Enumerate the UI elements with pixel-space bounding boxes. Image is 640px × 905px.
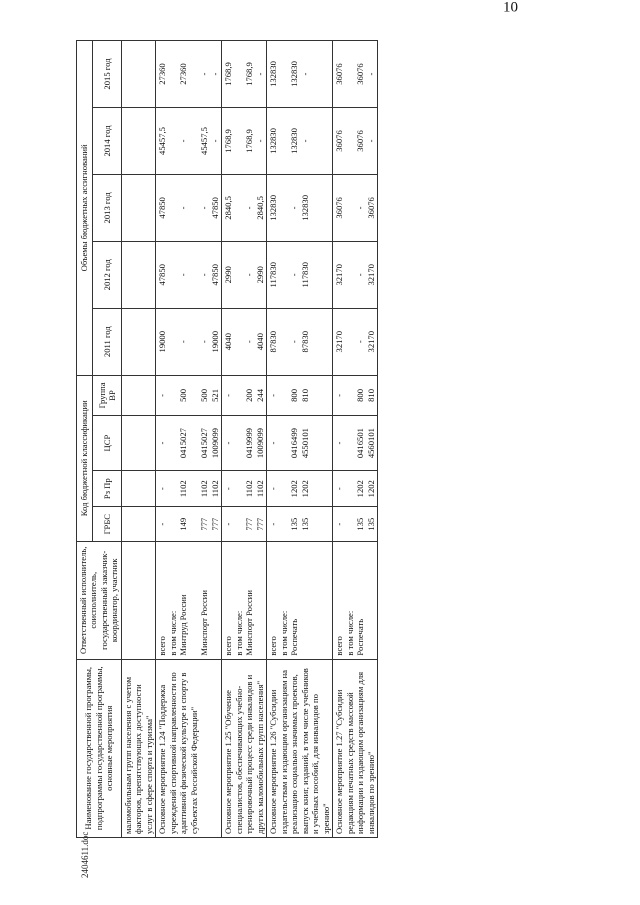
header-year: 2012 год bbox=[93, 241, 122, 308]
table-row bbox=[267, 41, 333, 838]
amount-value: 19000 bbox=[209, 330, 220, 353]
responsible-line: Минспорт России bbox=[244, 590, 255, 656]
vr-value bbox=[345, 379, 356, 413]
grbs-value: - bbox=[268, 522, 279, 526]
amount-value: 132830 bbox=[268, 195, 279, 221]
vr-value: 244 bbox=[254, 389, 265, 402]
grbs-cell bbox=[267, 507, 333, 541]
vr-value bbox=[189, 379, 200, 413]
vr-value: 500 bbox=[178, 389, 189, 402]
rzpr-value: 1102 bbox=[178, 480, 189, 498]
header-year: 2014 год bbox=[93, 108, 122, 175]
responsible-cell bbox=[121, 541, 155, 659]
grbs-cell bbox=[222, 507, 267, 541]
vr-value: - bbox=[334, 394, 345, 397]
amount-cell bbox=[333, 241, 378, 308]
amount-value: 132830 bbox=[268, 61, 279, 87]
amount-value: 87830 bbox=[268, 330, 279, 353]
table-row bbox=[222, 41, 267, 838]
csr-value: 0416501 bbox=[355, 428, 366, 459]
rzpr-value bbox=[189, 474, 200, 504]
amount-value: 47850 bbox=[209, 264, 220, 286]
amount-value: 36076 bbox=[334, 197, 345, 219]
amount-cell bbox=[267, 308, 333, 375]
amount-cell bbox=[222, 308, 267, 375]
amount-value bbox=[168, 111, 179, 171]
amount-value: 117830 bbox=[268, 262, 279, 288]
csr-value bbox=[345, 419, 356, 467]
amount-value: - bbox=[365, 72, 376, 76]
amount-value: 32170 bbox=[334, 264, 345, 286]
amount-cell bbox=[156, 174, 222, 241]
csr-value: - bbox=[334, 441, 345, 445]
amount-value: - bbox=[199, 72, 210, 76]
amount-cell bbox=[121, 241, 155, 308]
rotated-page-content bbox=[60, 0, 600, 878]
vr-value bbox=[168, 379, 179, 413]
amount-value: 47850 bbox=[157, 264, 168, 286]
table-header bbox=[77, 41, 122, 838]
csr-value: 1009099 bbox=[254, 428, 265, 459]
amount-value: 36076 bbox=[355, 63, 366, 85]
grbs-value bbox=[279, 510, 290, 537]
amount-value: 117830 bbox=[299, 262, 310, 288]
grbs-value bbox=[345, 510, 356, 537]
header-volumes: Объемы бюджетных ассигнований bbox=[77, 41, 93, 376]
amount-value bbox=[279, 178, 290, 238]
vr-cell bbox=[156, 375, 222, 416]
vr-value: - bbox=[268, 394, 279, 397]
vr-value: 500 bbox=[199, 389, 210, 402]
amount-value: 32170 bbox=[365, 264, 376, 286]
responsible-line: всего bbox=[157, 636, 168, 656]
amount-value: - bbox=[178, 273, 189, 277]
header-kbk: Код бюджетной классификации bbox=[77, 375, 93, 541]
csr-value bbox=[279, 419, 290, 467]
rzpr-value bbox=[345, 474, 356, 504]
amount-value: - bbox=[355, 206, 366, 210]
amount-cell bbox=[121, 308, 155, 375]
amount-value: 45457,5 bbox=[157, 127, 168, 155]
responsible-line: Роспечать bbox=[289, 618, 300, 656]
amount-cell bbox=[222, 174, 267, 241]
csr-value: 0419999 bbox=[244, 428, 255, 459]
header-grbs: ГРБС bbox=[93, 507, 122, 541]
header-name: Наименование государственной программы, подпрограммы государственной программы, основные мероприятия bbox=[77, 659, 122, 837]
amount-value bbox=[189, 245, 200, 305]
vr-cell bbox=[267, 375, 333, 416]
vr-value: - bbox=[223, 394, 234, 397]
vr-value: 800 bbox=[289, 389, 300, 402]
csr-value: 0416499 bbox=[289, 428, 300, 459]
activity-name: Основное мероприятие 1.25 "Обучение специалистов, обеспечивающих учебно-тренировочный процесс среди инвалидов и других маломобильных групп населения" bbox=[222, 659, 267, 837]
amount-value: - bbox=[355, 340, 366, 344]
csr-value: 4550101 bbox=[299, 428, 310, 459]
amount-value bbox=[234, 178, 245, 238]
grbs-cell bbox=[333, 507, 378, 541]
csr-value: 1009099 bbox=[209, 428, 220, 459]
amount-value bbox=[234, 44, 245, 104]
responsible-cell bbox=[156, 541, 222, 659]
vr-value: 800 bbox=[355, 389, 366, 402]
responsible-line: всего bbox=[268, 636, 279, 656]
amount-cell bbox=[333, 174, 378, 241]
responsible-cell bbox=[222, 541, 267, 659]
header-responsible: Ответственный исполнитель, соисполнитель, государственный заказчик-координатор, участник bbox=[77, 541, 122, 659]
amount-cell bbox=[156, 108, 222, 175]
csr-cell bbox=[267, 416, 333, 471]
amount-value: 1768,9 bbox=[223, 62, 234, 86]
rzpr-cell bbox=[121, 470, 155, 507]
grbs-value bbox=[168, 510, 179, 537]
amount-value bbox=[345, 245, 356, 305]
amount-value: - bbox=[178, 139, 189, 143]
grbs-value: 135 bbox=[355, 517, 366, 531]
responsible-line: Роспечать bbox=[355, 618, 366, 656]
amount-value bbox=[189, 111, 200, 171]
grbs-value: 149 bbox=[178, 517, 189, 531]
amount-cell bbox=[222, 41, 267, 108]
amount-value: - bbox=[289, 206, 300, 210]
csr-value bbox=[234, 419, 245, 467]
header-year: 2011 год bbox=[93, 308, 122, 375]
amount-value bbox=[279, 44, 290, 104]
amount-value: - bbox=[244, 273, 255, 277]
amount-value: 132830 bbox=[268, 128, 279, 154]
grbs-value: - bbox=[223, 522, 234, 526]
amount-value: 2990 bbox=[254, 266, 265, 284]
rzpr-value: 1202 bbox=[289, 480, 300, 498]
rzpr-value bbox=[279, 474, 290, 504]
responsible-line bbox=[210, 545, 221, 656]
table-row bbox=[333, 41, 378, 838]
amount-cell bbox=[156, 41, 222, 108]
rzpr-value: 1102 bbox=[199, 480, 210, 498]
header-vr: Группа ВР bbox=[93, 375, 122, 416]
csr-cell bbox=[156, 416, 222, 471]
amount-cell bbox=[222, 108, 267, 175]
grbs-value: 135 bbox=[365, 517, 376, 531]
responsible-line: в том числе: bbox=[344, 610, 355, 656]
amount-value: 132830 bbox=[289, 61, 300, 87]
amount-value: - bbox=[244, 206, 255, 210]
amount-value: 36076 bbox=[365, 197, 376, 219]
amount-value: 32170 bbox=[365, 330, 376, 353]
rzpr-value: - bbox=[334, 487, 345, 491]
rzpr-cell bbox=[156, 470, 222, 507]
amount-cell bbox=[222, 241, 267, 308]
vr-value: 521 bbox=[209, 389, 220, 402]
responsible-line bbox=[255, 545, 266, 656]
amount-cell bbox=[156, 308, 222, 375]
amount-value: 45457,5 bbox=[199, 127, 210, 155]
grbs-value bbox=[189, 510, 200, 537]
activity-name: Основное мероприятие 1.24 "Поддержка учреждений спортивной направленности по адаптивной физической культуре и спорту в субъектах Российской Федерации" bbox=[156, 659, 222, 837]
amount-value: - bbox=[209, 72, 220, 76]
amount-value: - bbox=[178, 340, 189, 344]
amount-value: 2840,5 bbox=[254, 196, 265, 220]
vr-value: 200 bbox=[244, 389, 255, 402]
amount-value bbox=[234, 312, 245, 372]
vr-value: 810 bbox=[365, 389, 376, 402]
amount-value bbox=[279, 111, 290, 171]
amount-value bbox=[168, 178, 179, 238]
grbs-value: 777 bbox=[209, 517, 220, 531]
amount-value: 1768,9 bbox=[244, 62, 255, 86]
responsible-line: в том числе: bbox=[167, 610, 178, 656]
responsible-line: Минспорт России bbox=[199, 590, 210, 656]
amount-cell bbox=[333, 308, 378, 375]
rzpr-value bbox=[234, 474, 245, 504]
table-row bbox=[121, 41, 155, 838]
amount-value: 4040 bbox=[254, 333, 265, 351]
vr-cell bbox=[121, 375, 155, 416]
vr-cell bbox=[333, 375, 378, 416]
amount-value bbox=[168, 245, 179, 305]
responsible-line: Минтруд России bbox=[178, 594, 189, 656]
amount-value: - bbox=[199, 206, 210, 210]
responsible-line: всего bbox=[223, 636, 234, 656]
csr-cell bbox=[222, 416, 267, 471]
amount-value: 27360 bbox=[157, 63, 168, 85]
amount-cell bbox=[267, 108, 333, 175]
amount-value: 36076 bbox=[334, 130, 345, 152]
grbs-value: 135 bbox=[299, 517, 310, 531]
csr-value: 0415027 bbox=[199, 428, 210, 459]
amount-value: 1768,9 bbox=[223, 129, 234, 153]
grbs-value: - bbox=[157, 522, 168, 526]
header-csr: ЦСР bbox=[93, 416, 122, 471]
amount-value bbox=[168, 312, 179, 372]
activity-name: маломобильным групп населения с учетом факторов, препятствующих доступности услуг в сфере спорта и туризма" bbox=[121, 659, 155, 837]
header-year: 2015 год bbox=[93, 41, 122, 108]
rzpr-cell bbox=[222, 470, 267, 507]
amount-value bbox=[345, 111, 356, 171]
rzpr-value: 1202 bbox=[355, 480, 366, 498]
amount-value: 87830 bbox=[299, 330, 310, 353]
csr-value bbox=[189, 419, 200, 467]
amount-value: 36076 bbox=[334, 63, 345, 85]
responsible-line: всего bbox=[334, 636, 345, 656]
responsible-line bbox=[189, 545, 200, 656]
amount-value bbox=[279, 245, 290, 305]
vr-cell bbox=[222, 375, 267, 416]
amount-value bbox=[345, 178, 356, 238]
csr-value: 0415027 bbox=[178, 428, 189, 459]
amount-cell bbox=[121, 108, 155, 175]
amount-cell bbox=[156, 241, 222, 308]
vr-value bbox=[234, 379, 245, 413]
amount-value: 2840,5 bbox=[223, 196, 234, 220]
amount-value: 2990 bbox=[223, 266, 234, 284]
amount-value bbox=[189, 178, 200, 238]
amount-value: - bbox=[254, 72, 265, 76]
amount-value: - bbox=[365, 139, 376, 143]
amount-value: 132830 bbox=[289, 128, 300, 154]
amount-value: - bbox=[254, 139, 265, 143]
responsible-line: в том числе: bbox=[278, 610, 289, 656]
amount-value: - bbox=[199, 273, 210, 277]
vr-value: - bbox=[157, 394, 168, 397]
amount-cell bbox=[121, 174, 155, 241]
amount-value bbox=[189, 312, 200, 372]
vr-value: 810 bbox=[299, 389, 310, 402]
grbs-cell bbox=[156, 507, 222, 541]
amount-cell bbox=[333, 108, 378, 175]
rzpr-value bbox=[168, 474, 179, 504]
activity-name: Основное мероприятие 1.26 "Субсидии издательствам и издающим организациям на реализацию социально значимых проектов, выпуск книг, изданий, в том числе учебников и учебных пособий, для инвалидов по зрению" bbox=[267, 659, 333, 837]
amount-value: 32170 bbox=[334, 330, 345, 353]
rzpr-value: 1202 bbox=[365, 480, 376, 498]
rzpr-value: - bbox=[223, 487, 234, 491]
rzpr-value: - bbox=[157, 487, 168, 491]
amount-cell bbox=[267, 41, 333, 108]
responsible-cell bbox=[267, 541, 333, 659]
amount-value: 1768,9 bbox=[244, 129, 255, 153]
amount-value: - bbox=[289, 273, 300, 277]
header-year: 2013 год bbox=[93, 174, 122, 241]
grbs-value: 777 bbox=[199, 517, 210, 531]
amount-value: 36076 bbox=[355, 130, 366, 152]
doc-id: 2404611.doc bbox=[80, 831, 90, 878]
amount-value: 47850 bbox=[157, 197, 168, 219]
header-rzpr: Рз Пр bbox=[93, 470, 122, 507]
grbs-value: - bbox=[334, 522, 345, 526]
responsible-cell bbox=[333, 541, 378, 659]
amount-value bbox=[345, 44, 356, 104]
amount-value bbox=[168, 44, 179, 104]
amount-value: - bbox=[199, 340, 210, 344]
amount-value: 132830 bbox=[299, 195, 310, 221]
amount-value: 19000 bbox=[157, 330, 168, 353]
rzpr-value: - bbox=[268, 487, 279, 491]
grbs-value: 135 bbox=[289, 517, 300, 531]
amount-cell bbox=[121, 41, 155, 108]
amount-value: - bbox=[244, 340, 255, 344]
responsible-line bbox=[300, 545, 311, 656]
grbs-cell bbox=[121, 507, 155, 541]
rzpr-cell bbox=[333, 470, 378, 507]
budget-table bbox=[76, 40, 378, 838]
amount-value bbox=[189, 44, 200, 104]
amount-value bbox=[345, 312, 356, 372]
page-number: 10 bbox=[503, 0, 518, 16]
rzpr-value: 1102 bbox=[209, 480, 220, 498]
amount-value: 47850 bbox=[209, 197, 220, 219]
csr-value bbox=[168, 419, 179, 467]
amount-value: - bbox=[178, 206, 189, 210]
grbs-value bbox=[234, 510, 245, 537]
rzpr-value: 1102 bbox=[244, 480, 255, 498]
responsible-line bbox=[366, 545, 377, 656]
amount-value bbox=[234, 111, 245, 171]
activity-name: Основное мероприятие 1.27 "Субсидии редакциям печатных средств массовой информации и издающим организациям для инвалидов по зрению" bbox=[333, 659, 378, 837]
grbs-value: 777 bbox=[244, 517, 255, 531]
csr-value: 4560101 bbox=[365, 428, 376, 459]
table-body bbox=[121, 41, 377, 838]
amount-value: - bbox=[209, 139, 220, 143]
csr-value: - bbox=[268, 441, 279, 445]
csr-value: - bbox=[223, 441, 234, 445]
amount-cell bbox=[333, 41, 378, 108]
rzpr-value: 1202 bbox=[299, 480, 310, 498]
amount-value: 27360 bbox=[178, 63, 189, 85]
responsible-line: в том числе: bbox=[233, 610, 244, 656]
amount-cell bbox=[267, 174, 333, 241]
table-row bbox=[156, 41, 222, 838]
amount-value bbox=[279, 312, 290, 372]
rzpr-value: 1102 bbox=[254, 480, 265, 498]
amount-value: - bbox=[355, 273, 366, 277]
amount-value: - bbox=[289, 340, 300, 344]
amount-value bbox=[234, 245, 245, 305]
csr-cell bbox=[121, 416, 155, 471]
amount-cell bbox=[267, 241, 333, 308]
amount-value: 4040 bbox=[223, 333, 234, 351]
amount-value: - bbox=[299, 72, 310, 76]
vr-value bbox=[279, 379, 290, 413]
csr-value: - bbox=[157, 441, 168, 445]
grbs-value: 777 bbox=[254, 517, 265, 531]
csr-cell bbox=[333, 416, 378, 471]
amount-value: - bbox=[299, 139, 310, 143]
rzpr-cell bbox=[267, 470, 333, 507]
